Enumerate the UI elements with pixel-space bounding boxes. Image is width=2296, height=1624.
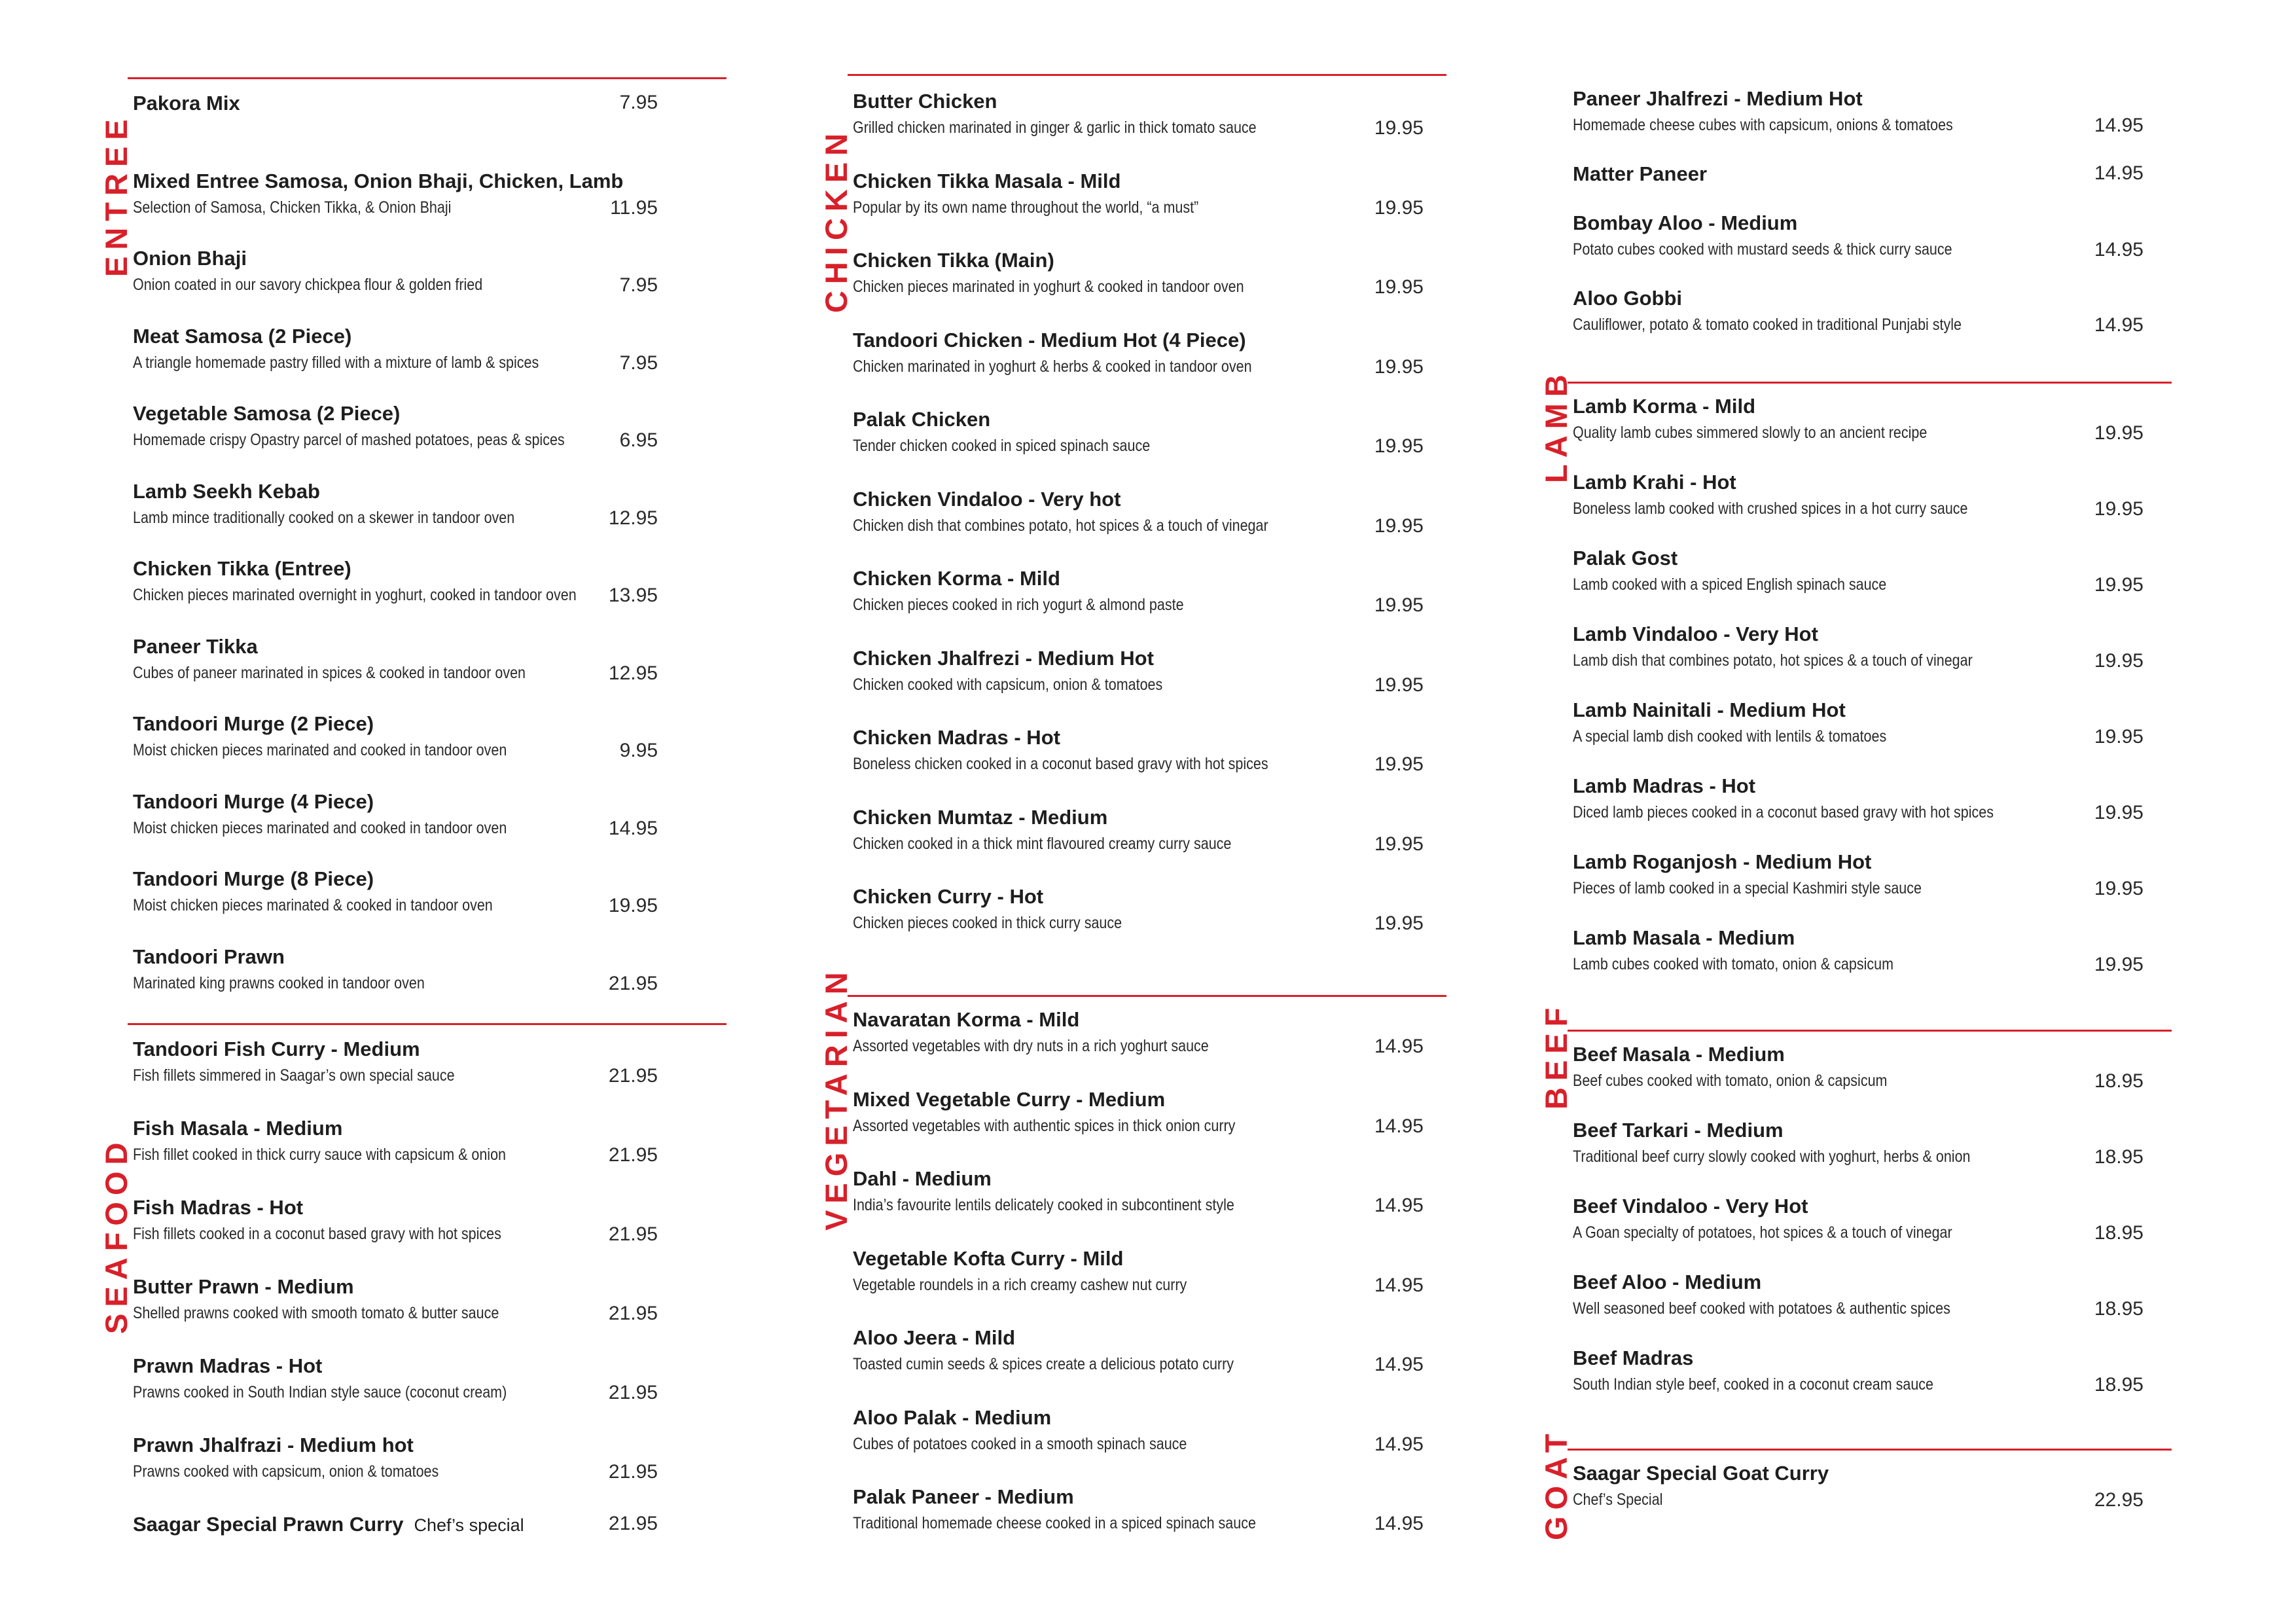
menu-item-note: Chef’s special	[414, 1515, 524, 1535]
menu-item-description: Cauliflower, potato & tomato cooked in traditional Punjabi style	[1573, 316, 1962, 334]
menu-item-price: 14.95	[1374, 1433, 1424, 1455]
menu-item-price: 14.95	[1374, 1274, 1424, 1296]
menu-item-name	[1573, 162, 1707, 186]
menu-item-name	[1573, 1043, 1785, 1066]
menu-item-price: 14.95	[2094, 239, 2144, 261]
menu-item-name-text: Fish Masala - Medium	[133, 1117, 343, 1140]
menu-item-description: Traditional homemade cheese cooked in a spiced spinach sauce	[853, 1514, 1256, 1532]
menu-item-description: Prawns cooked in South Indian style sauce (coconut cream)	[133, 1383, 507, 1401]
menu-item-name-text: Palak Chicken	[853, 408, 991, 431]
menu-item-name-text: Tandoori Murge (4 Piece)	[133, 789, 374, 813]
menu-item-name	[133, 712, 374, 736]
menu-item-price: 19.95	[1374, 674, 1424, 696]
menu-item-name-text: Butter Chicken	[853, 90, 997, 113]
menu-item-name	[1573, 1195, 1808, 1218]
menu-item-name	[853, 647, 1154, 670]
menu-item-description: Assorted vegetables with dry nuts in a rich yoghurt sauce	[853, 1037, 1209, 1055]
menu-item-price: 14.95	[1374, 1195, 1424, 1216]
menu-item-price: 19.95	[1374, 753, 1424, 775]
menu-item-price: 19.95	[1374, 117, 1424, 139]
menu-item-name	[1573, 698, 1846, 722]
menu-item-name-text: Saagar Special Prawn Curry	[133, 1513, 404, 1536]
menu-item-name-text: Beef Masala - Medium	[1573, 1043, 1785, 1066]
menu-item-name	[133, 1117, 342, 1140]
menu-item-name	[853, 806, 1107, 829]
menu-item-name	[133, 247, 247, 270]
menu-item-name-text: Chicken Madras - Hot	[853, 726, 1060, 749]
menu-item-description: Traditional beef curry slowly cooked with yoghurt, herbs & onion	[1573, 1147, 1971, 1166]
menu-item-price: 11.95	[610, 196, 658, 219]
vegetarian-heading: VEGETARIAN	[819, 965, 853, 1231]
menu-item-price: 12.95	[608, 507, 658, 529]
menu-item-price: 18.95	[2094, 1298, 2144, 1320]
menu-item-name-text: Tandoori Chicken - Medium Hot (4 Piece)	[853, 328, 1246, 352]
menu-item-price: 18.95	[2094, 1374, 2144, 1396]
lamb-heading: LAMB	[1539, 368, 1573, 483]
menu-item-description: Moist chicken pieces marinated and cooked in tandoor oven	[133, 818, 507, 837]
menu-item-name	[133, 945, 285, 969]
menu-item-description: Well seasoned beef cooked with potatoes & authentic spices	[1573, 1299, 1950, 1318]
menu-item-name-text: Chicken Curry - Hot	[853, 885, 1044, 908]
menu-item-description: Prawns cooked with capsicum, onion & tomatoes	[133, 1462, 439, 1481]
menu-item-price: 19.95	[2094, 954, 2144, 975]
menu-item-description: Homemade crispy Opastry parcel of mashed potatoes, peas & spices	[133, 431, 565, 449]
menu-item-description: Onion coated in our savory chickpea flour & golden fried	[133, 276, 483, 294]
menu-item-description: Homemade cheese cubes with capsicum, onions & tomatoes	[1573, 116, 1953, 134]
menu-item-description: Moist chicken pieces marinated & cooked in tandoor oven	[133, 896, 493, 914]
menu-item-price: 19.95	[2094, 878, 2144, 899]
menu-item-name-text: Aloo Palak - Medium	[853, 1405, 1052, 1429]
menu-item-description: Lamb mince traditionally cooked on a skewer in tandoor oven	[133, 508, 515, 527]
menu-item-description: Selection of Samosa, Chicken Tikka, & Onion Bhaji	[133, 198, 452, 217]
menu-item-price: 18.95	[2094, 1070, 2144, 1092]
menu-item-name-text: Tandoori Murge (2 Piece)	[133, 712, 374, 735]
menu-item-name-text: Navaratan Korma - Mild	[853, 1008, 1080, 1031]
menu-item-description: Chicken pieces cooked in thick curry sauce	[853, 914, 1122, 932]
menu-item-name-text: Meat Samosa (2 Piece)	[133, 324, 352, 348]
menu-item-price: 19.95	[1374, 355, 1424, 378]
menu-item-description: Lamb dish that combines potato, hot spices & a touch of vinegar	[1573, 651, 1973, 670]
menu-item-name	[133, 170, 623, 193]
menu-item-name-text: Lamb Madras - Hot	[1573, 774, 1756, 797]
seafood-heading: SEAFOOD	[99, 1136, 134, 1334]
menu-item-description: Chef’s Special	[1573, 1490, 1663, 1509]
menu-item-name	[853, 1247, 1123, 1271]
menu-item-name	[133, 1038, 420, 1061]
menu-item-name	[1573, 547, 1677, 570]
menu-item-name-text: Paneer Jhalfrezi - Medium Hot	[1573, 87, 1863, 110]
menu-item-description: Chicken dish that combines potato, hot spices & a touch of vinegar	[853, 516, 1268, 535]
menu-item-price: 21.95	[608, 1513, 658, 1534]
menu-item-description: Quality lamb cubes simmered slowly to an ancient recipe	[1573, 424, 1928, 442]
menu-item-description: Cubes of paneer marinated in spices & cooked in tandoor oven	[133, 663, 526, 682]
menu-item-name	[853, 170, 1121, 193]
menu-item-price: 19.95	[1374, 594, 1424, 616]
menu-item-description: A triangle homemade pastry filled with a mixture of lamb & spices	[133, 353, 539, 372]
menu-item-name-text: Prawn Madras - Hot	[133, 1354, 323, 1377]
menu-item-description: Moist chicken pieces marinated and cooked in tandoor oven	[133, 741, 507, 759]
menu-item-description: Potato cubes cooked with mustard seeds & thick curry sauce	[1573, 240, 1952, 259]
menu-item-name-text: Beef Tarkari - Medium	[1573, 1119, 1784, 1142]
menu-item-description: Diced lamb pieces cooked in a coconut based gravy with hot spices	[1573, 803, 1994, 821]
menu-item-description: Marinated king prawns cooked in tandoor oven	[133, 973, 425, 992]
chicken-divider	[848, 74, 1446, 76]
menu-item-price: 19.95	[1374, 912, 1424, 934]
menu-item-name-text: Lamb Nainitali - Medium Hot	[1573, 698, 1846, 721]
menu-item-price: 19.95	[2094, 574, 2144, 596]
menu-item-price: 14.95	[2094, 162, 2144, 184]
menu-item-name	[853, 1485, 1074, 1509]
menu-item-name	[133, 1354, 322, 1378]
menu-item-name-text: Chicken Mumtaz - Medium	[853, 805, 1108, 829]
menu-item-price: 21.95	[608, 1144, 658, 1166]
menu-item-name	[853, 1167, 992, 1191]
menu-item-name-text: Lamb Krahi - Hot	[1573, 471, 1736, 494]
menu-item-description: Chicken pieces cooked in rich yogurt & almond paste	[853, 596, 1184, 614]
menu-item-name	[133, 92, 240, 115]
menu-item-price: 22.95	[2094, 1489, 2144, 1511]
menu-item-name-text: Beef Aloo - Medium	[1573, 1271, 1762, 1293]
menu-item-price: 19.95	[2094, 650, 2144, 672]
menu-item-name-text: Tandoori Prawn	[133, 945, 285, 968]
menu-item-name-text: Paneer Tikka	[133, 634, 258, 658]
menu-item-name-text: Lamb Masala - Medium	[1573, 926, 1795, 949]
menu-item-price: 6.95	[619, 429, 658, 451]
chicken-heading: CHICKEN	[819, 126, 853, 313]
menu-item-name	[1573, 1462, 1829, 1485]
menu-item-name	[133, 1275, 354, 1299]
menu-item-price: 19.95	[2094, 422, 2144, 444]
menu-item-price: 12.95	[608, 662, 658, 684]
menu-item-name-text: Chicken Jhalfrezi - Medium Hot	[853, 646, 1154, 670]
menu-item-name-text: Vegetable Kofta Curry - Mild	[853, 1246, 1124, 1270]
menu-item-name	[1573, 395, 1755, 418]
menu-item-description: Popular by its own name throughout the world, “a must”	[853, 198, 1199, 217]
menu-item-description: Beef cubes cooked with tomato, onion & capsicum	[1573, 1072, 1888, 1090]
menu-item-name-text: Onion Bhaji	[133, 247, 247, 270]
menu-item-price: 21.95	[608, 972, 658, 994]
menu-item-description: Pieces of lamb cooked in a special Kashmiri style sauce	[1573, 879, 1922, 897]
menu-item-description: Lamb cooked with a spiced English spinach sauce	[1573, 575, 1887, 594]
menu-item-description: Cubes of potatoes cooked in a smooth spinach sauce	[853, 1434, 1187, 1453]
menu-item-price: 14.95	[1374, 1354, 1424, 1375]
menu-item-price: 19.95	[608, 895, 658, 916]
menu-item-name-text: Pakora Mix	[133, 92, 240, 115]
menu-item-price: 19.95	[2094, 498, 2144, 520]
menu-item-name	[1573, 1346, 1693, 1370]
menu-item-name-text: Lamb Roganjosh - Medium Hot	[1573, 850, 1872, 873]
menu-item-name-text: Fish Madras - Hot	[133, 1196, 304, 1219]
menu-item-price: 19.95	[2094, 726, 2144, 748]
menu-item-name	[1573, 774, 1755, 798]
menu-item-name-text: Beef Vindaloo - Very Hot	[1573, 1195, 1808, 1218]
lamb-divider	[1568, 382, 2172, 384]
menu-item-price: 21.95	[608, 1223, 658, 1245]
menu-item-name	[133, 867, 374, 891]
menu-item-description: Lamb cubes cooked with tomato, onion & capsicum	[1573, 955, 1893, 973]
vegetarian-divider	[848, 995, 1446, 997]
goat-heading: GOAT	[1539, 1427, 1573, 1540]
menu-item-description: Vegetable roundels in a rich creamy cashew nut curry	[853, 1275, 1187, 1294]
menu-item-name	[853, 1008, 1079, 1032]
menu-item-price: 13.95	[608, 585, 658, 606]
menu-item-description: A Goan specialty of potatoes, hot spices & a touch of vinegar	[1573, 1223, 1952, 1242]
menu-item-name-text: Mixed Vegetable Curry - Medium	[853, 1087, 1166, 1111]
beef-divider	[1568, 1030, 2172, 1032]
menu-item-name	[133, 402, 400, 425]
menu-item-description: Chicken marinated in yoghurt & herbs & cooked in tandoor oven	[853, 357, 1252, 376]
menu-item-name-text: Tandoori Fish Curry - Medium	[133, 1038, 420, 1060]
menu-item-description: South Indian style beef, cooked in a coconut cream sauce	[1573, 1375, 1933, 1394]
menu-item-name	[1573, 850, 1871, 874]
menu-item-name	[853, 408, 990, 431]
menu-item-name-text: Lamb Seekh Kebab	[133, 479, 320, 503]
menu-item-name-text: Mixed Entree Samosa, Onion Bhaji, Chicken, Lamb	[133, 169, 624, 192]
menu-item-name	[853, 1406, 1051, 1430]
menu-item-name-text: Lamb Vindaloo - Very Hot	[1573, 623, 1818, 645]
menu-item-name	[853, 329, 1246, 352]
menu-item-name	[853, 1088, 1165, 1111]
menu-item-description: Grilled chicken marinated in ginger & garlic in thick tomato sauce	[853, 118, 1257, 137]
menu-item-name	[133, 1434, 414, 1457]
menu-item-name	[853, 1326, 1015, 1350]
menu-item-name	[1573, 1119, 1784, 1142]
menu-item-name	[133, 790, 374, 814]
menu-item-name-text: Chicken Tikka (Main)	[853, 249, 1054, 272]
menu-item-name	[853, 90, 997, 113]
menu-item-name	[133, 325, 351, 348]
beef-heading: BEEF	[1539, 1001, 1573, 1110]
menu-item-price: 7.95	[619, 92, 658, 113]
menu-item-name-text: Vegetable Samosa (2 Piece)	[133, 402, 401, 425]
menu-item-price: 18.95	[2094, 1222, 2144, 1244]
menu-item-description: Tender chicken cooked in spiced spinach sauce	[853, 437, 1151, 455]
menu-item-description: Toasted cumin seeds & spices create a delicious potato curry	[853, 1355, 1234, 1373]
menu-item-price: 7.95	[619, 352, 658, 374]
menu-item-price: 21.95	[608, 1065, 658, 1087]
menu-item-name	[1573, 623, 1818, 646]
menu-item-description: Chicken cooked in a thick mint flavoured creamy curry sauce	[853, 834, 1232, 853]
menu-item-description: Boneless lamb cooked with crushed spices in a hot curry sauce	[1573, 499, 1968, 518]
menu-item-name-text: Chicken Korma - Mild	[853, 567, 1060, 590]
menu-item-description: Chicken pieces marinated in yoghurt & cooked in tandoor oven	[853, 278, 1244, 296]
menu-item-name-text: Beef Madras	[1573, 1346, 1694, 1369]
menu-item-description: A special lamb dish cooked with lentils & tomatoes	[1573, 727, 1887, 746]
menu-item-price: 14.95	[1374, 1513, 1424, 1534]
menu-item-price: 21.95	[608, 1382, 658, 1403]
menu-item-name	[1573, 211, 1797, 235]
menu-item-name-text: Butter Prawn - Medium	[133, 1275, 354, 1298]
menu-item-price: 19.95	[1374, 833, 1424, 855]
menu-item-price: 19.95	[2094, 802, 2144, 823]
menu-item-price: 14.95	[608, 817, 658, 839]
menu-item-name-text: Prawn Jhalfrazi - Medium hot	[133, 1434, 414, 1456]
menu-item-price: 19.95	[1374, 196, 1424, 219]
menu-item-price: 14.95	[2094, 115, 2144, 136]
menu-item-name-text: Chicken Tikka (Entree)	[133, 557, 351, 580]
menu-item-name	[133, 480, 320, 503]
menu-item-price: 7.95	[619, 274, 658, 296]
menu-item-name	[1573, 1271, 1761, 1294]
menu-item-name-text: Palak Paneer - Medium	[853, 1485, 1074, 1508]
menu-item-description: Fish fillets simmered in Saagar’s own special sauce	[133, 1066, 455, 1085]
menu-item-name	[133, 557, 351, 581]
menu-item-name	[1573, 87, 1863, 111]
menu-item-description: Chicken pieces marinated overnight in yoghurt, cooked in tandoor oven	[133, 586, 577, 604]
menu-item-price: 9.95	[619, 740, 658, 761]
menu-item-description: Fish fillets cooked in a coconut based gravy with hot spices	[133, 1225, 501, 1243]
menu-item-price: 19.95	[1374, 435, 1424, 457]
menu-item-name	[133, 1513, 524, 1536]
menu-item-name	[133, 635, 258, 659]
menu-item-price: 14.95	[1374, 1115, 1424, 1137]
menu-item-name	[1573, 287, 1682, 310]
menu-item-price: 21.95	[608, 1461, 658, 1483]
menu-item-price: 19.95	[1374, 276, 1424, 298]
menu-item-name-text: Chicken Vindaloo - Very hot	[853, 487, 1121, 511]
menu-item-price: 21.95	[608, 1303, 658, 1324]
menu-item-description: Boneless chicken cooked in a coconut based gravy with hot spices	[853, 755, 1268, 773]
menu-item-name-text: Aloo Gobbi	[1573, 287, 1683, 310]
menu-item-name	[853, 488, 1121, 511]
menu-item-name-text: Palak Gost	[1573, 547, 1678, 569]
menu-item-description: India’s favourite lentils delicately cooked in subcontinent style	[853, 1196, 1234, 1214]
menu-item-name	[853, 885, 1043, 909]
menu-item-name	[1573, 926, 1795, 950]
menu-item-description: Chicken cooked with capsicum, onion & tomatoes	[853, 675, 1163, 694]
entree-heading: ENTREE	[99, 113, 134, 277]
menu-item-price: 19.95	[1374, 514, 1424, 537]
menu-item-price: 14.95	[1374, 1036, 1424, 1057]
menu-item-name-text: Aloo Jeera - Mild	[853, 1326, 1016, 1349]
menu-item-description: Fish fillet cooked in thick curry sauce with capsicum & onion	[133, 1146, 506, 1164]
menu-item-name	[853, 726, 1060, 749]
menu-item-name	[133, 1196, 303, 1219]
entree-divider	[128, 77, 726, 79]
menu-item-name-text: Matter Paneer	[1573, 162, 1708, 185]
menu-item-name-text: Bombay Aloo - Medium	[1573, 211, 1798, 234]
menu-item-name-text: Saagar Special Goat Curry	[1573, 1462, 1829, 1485]
menu-item-price: 18.95	[2094, 1146, 2144, 1168]
menu-item-name-text: Lamb Korma - Mild	[1573, 395, 1756, 418]
menu-item-name-text: Tandoori Murge (8 Piece)	[133, 867, 374, 890]
menu-item-description: Assorted vegetables with authentic spices in thick onion curry	[853, 1116, 1236, 1135]
menu-item-name	[1573, 471, 1736, 494]
menu-item-description: Shelled prawns cooked with smooth tomato & butter sauce	[133, 1304, 499, 1322]
goat-divider	[1568, 1449, 2172, 1451]
menu-item-name	[853, 567, 1060, 590]
menu-item-name-text: Dahl - Medium	[853, 1167, 992, 1190]
menu-item-name-text: Chicken Tikka Masala - Mild	[853, 169, 1121, 192]
menu-item-name	[853, 249, 1054, 272]
seafood-divider	[128, 1023, 726, 1025]
menu-item-price: 14.95	[2094, 314, 2144, 336]
